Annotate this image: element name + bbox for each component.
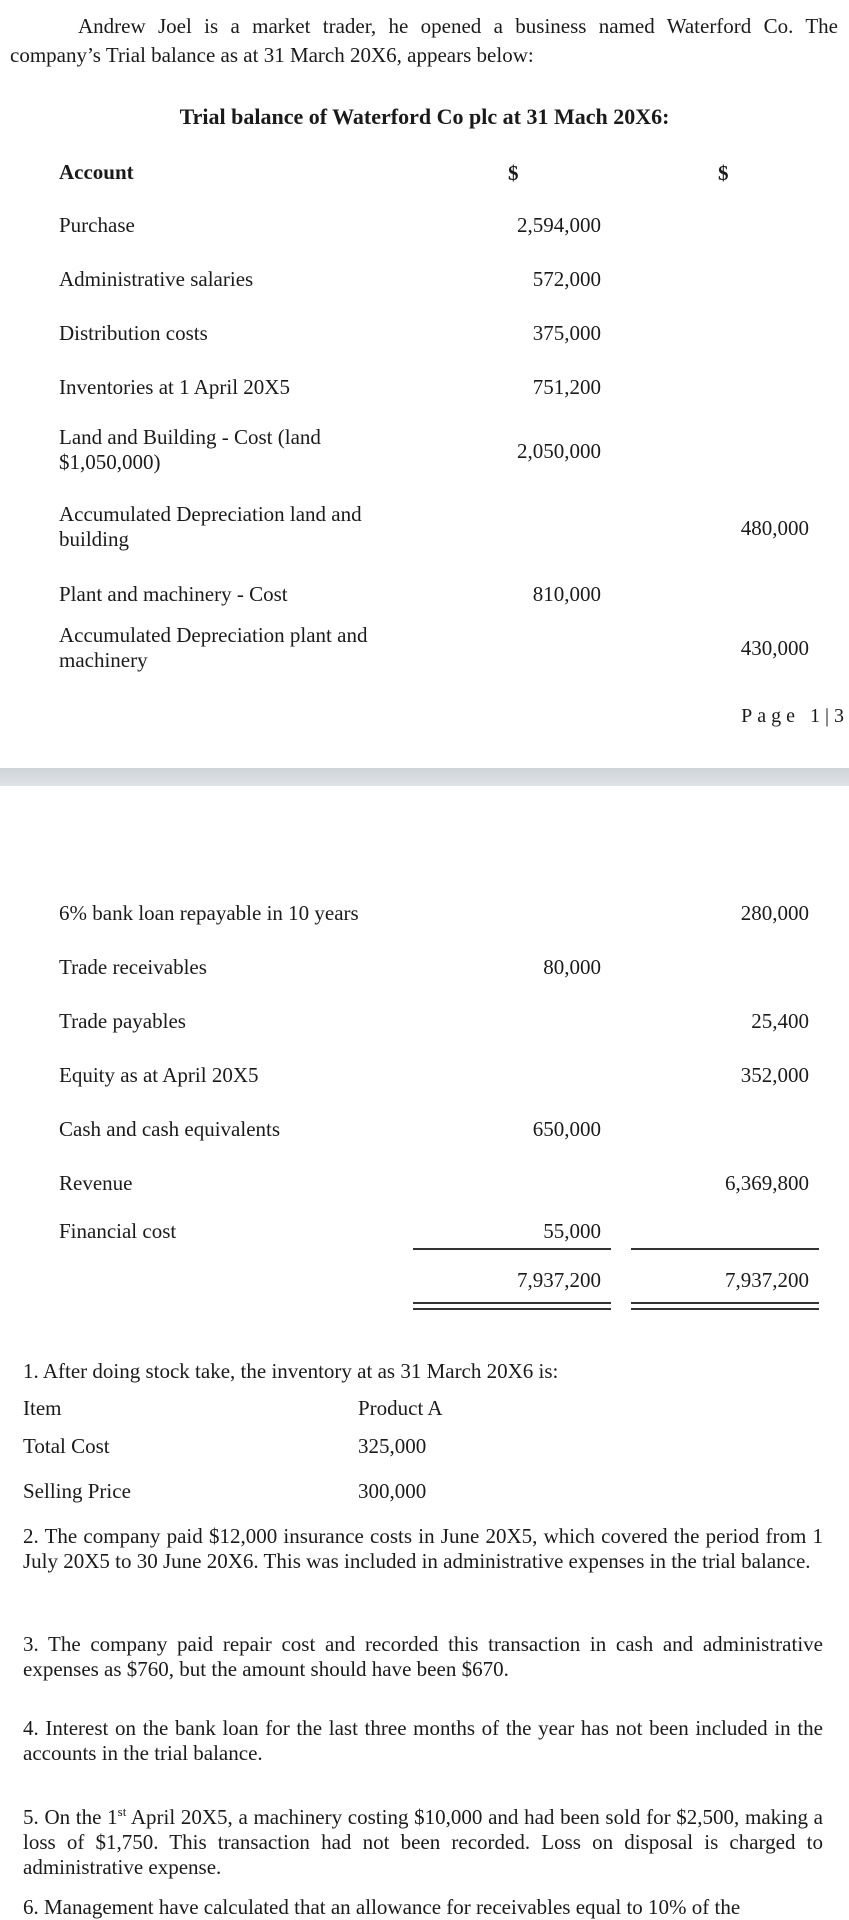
account-label: Financial cost bbox=[59, 1219, 177, 1243]
account-label: Inventories at 1 April 20X5 bbox=[59, 375, 290, 399]
debit-total: 7,937,200 bbox=[517, 1268, 601, 1292]
credit-total-double-rule bbox=[631, 1302, 819, 1310]
account-label: Trade receivables bbox=[59, 955, 207, 979]
debit-amount: 650,000 bbox=[532, 1117, 601, 1141]
header-account: Account bbox=[59, 160, 134, 184]
inventory-item-label: Item bbox=[23, 1396, 62, 1420]
inventory-price-label: Selling Price bbox=[23, 1479, 131, 1503]
debit-amount: 2,594,000 bbox=[517, 213, 601, 237]
page-number: Page 1|3 bbox=[741, 705, 849, 727]
note-5-superscript: st bbox=[117, 1804, 127, 1819]
credit-total: 7,937,200 bbox=[725, 1268, 809, 1292]
note-3: 3. The company paid repair cost and recorded this transaction in cash and administrative expenses as $760, but the amount should have been $670. bbox=[23, 1632, 823, 1681]
inventory-cost-value: 325,000 bbox=[358, 1434, 427, 1458]
page-break bbox=[0, 768, 849, 786]
account-label: Plant and machinery - Cost bbox=[59, 582, 288, 606]
credit-subtotal-rule bbox=[631, 1248, 819, 1250]
debit-subtotal-rule bbox=[413, 1248, 611, 1250]
intro-paragraph: Andrew Joel is a market trader, he opened a business named Waterford Co. The company’s Trial balance as at 31 March 20X6, appears below: bbox=[10, 14, 838, 67]
debit-amount: 2,050,000 bbox=[517, 439, 601, 463]
debit-amount: 810,000 bbox=[532, 582, 601, 606]
debit-total-double-rule bbox=[413, 1302, 611, 1310]
account-label: Purchase bbox=[59, 213, 135, 237]
account-label: Revenue bbox=[59, 1171, 133, 1195]
note-2: 2. The company paid $12,000 insurance costs in June 20X5, which covered the period from 1 July 20X5 to 30 June 20X6. This was included in administrative expenses in the trial balance. bbox=[23, 1524, 823, 1573]
header-debit: $ bbox=[508, 161, 519, 185]
credit-amount: 280,000 bbox=[740, 901, 809, 925]
credit-amount: 25,400 bbox=[751, 1009, 809, 1033]
trial-balance-title: Trial balance of Waterford Co plc at 31 Mach 20X6: bbox=[179, 104, 670, 129]
note-4: 4. Interest on the bank loan for the last three months of the year has not been included in the accounts in the trial balance. bbox=[23, 1716, 823, 1765]
account-label: Cash and cash equivalents bbox=[59, 1117, 281, 1141]
inventory-price-value: 300,000 bbox=[358, 1479, 427, 1503]
debit-amount: 80,000 bbox=[543, 955, 601, 979]
account-label: Distribution costs bbox=[59, 321, 208, 345]
debit-amount: 375,000 bbox=[532, 321, 601, 345]
account-label: Administrative salaries bbox=[59, 267, 254, 291]
credit-amount: 352,000 bbox=[740, 1063, 809, 1087]
header-credit: $ bbox=[718, 161, 729, 185]
debit-amount: 751,200 bbox=[532, 375, 601, 399]
debit-amount: 55,000 bbox=[543, 1219, 601, 1243]
inventory-item-value: Product A bbox=[358, 1396, 443, 1420]
note-5 bbox=[23, 1799, 823, 1880]
inventory-cost-label: Total Cost bbox=[23, 1434, 110, 1458]
account-label: 6% bank loan repayable in 10 years bbox=[59, 901, 359, 925]
account-label: Equity as at April 20X5 bbox=[59, 1063, 259, 1087]
account-label: Land and Building - Cost (land $1,050,000) bbox=[59, 425, 321, 474]
note-6: 6. Management have calculated that an allowance for receivables equal to 10% of the bbox=[23, 1895, 741, 1919]
account-label: Trade payables bbox=[59, 1009, 186, 1033]
note-1: 1. After doing stock take, the inventory at as 31 March 20X6 is: bbox=[23, 1359, 559, 1383]
account-label: Accumulated Depreciation plant and machinery bbox=[59, 623, 368, 672]
credit-amount: 430,000 bbox=[740, 636, 809, 660]
note-5-prefix: 5. On the 1 bbox=[23, 1805, 118, 1829]
credit-amount: 6,369,800 bbox=[725, 1171, 809, 1195]
debit-amount: 572,000 bbox=[532, 267, 601, 291]
credit-amount: 480,000 bbox=[740, 516, 809, 540]
account-label: Accumulated Depreciation land and building bbox=[59, 502, 362, 551]
note-5-text: April 20X5, a machinery costing $10,000 and had been sold for $2,500, making a loss of $1,750. This transaction had not been recorded. Loss on disposal is charged to administrative expense. bbox=[23, 1805, 823, 1879]
